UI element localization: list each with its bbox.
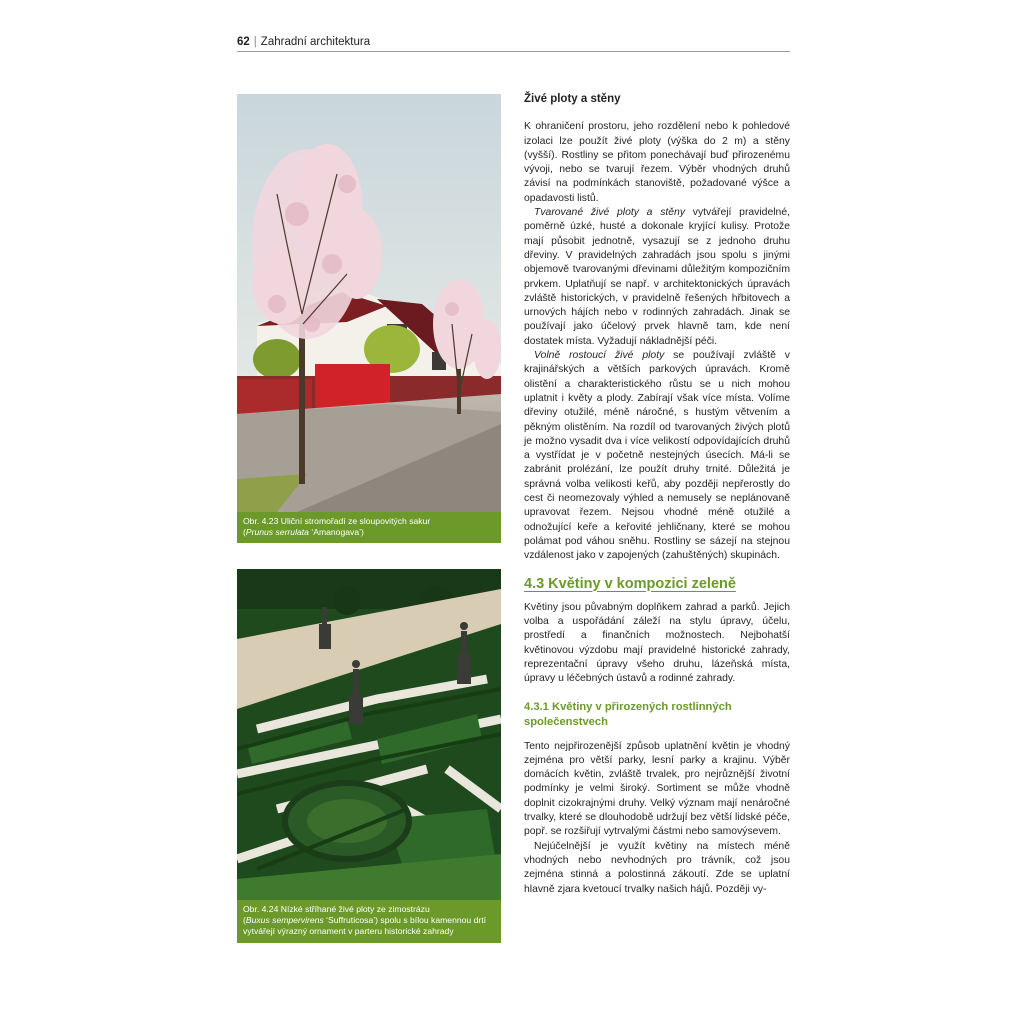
page-number: 62 (237, 36, 250, 48)
section-heading: 4.3 Květiny v kompozici zeleně (524, 575, 736, 592)
caption-text: Obr. 4.23 Uliční stromořadí ze sloupovitých sakur (243, 516, 431, 526)
emphasis-term: Volně rostoucí živé ploty (534, 350, 665, 362)
caption-cultivar: ‘Amanogava’ (311, 527, 362, 538)
photo-street-cherry-trees (237, 94, 501, 512)
text-column (524, 92, 790, 897)
figure-boxwood-parterre (237, 569, 501, 943)
paragraph-body: se používají zvláště v krajinářských a větších parkových úpravách. Kromě olistění a charakteristického růstu se u nich mohou uplatnit i květy a plody. Zabírají však více místa. Volíme dřeviny otužilé, méně náročné, s hustým větvením a pěkným olistěním. Na rozdíl od tvarovaných živých plotů je možno vysadit dva i více velikostí odpovídajících druhů a vystřídat je v početně nestejných úsecích. Má-li se zabránit prolézání, lze použít druhy trnité. Důležitá je správná volba velikosti keřů, aby později nepřerostly do cest či neomezovaly výhled a nemusely se neplánovaně upravovat řezem. Nejsou vhodné méně otužilé a odnožující keře a keřovité jehličnany, které se mohou polámat pod váhou sněhu. Rostliny se sázejí na stejnou vzdálenost jako v zapojených (zahuštěných) skupinách. (524, 350, 790, 562)
photo-boxwood-parterre (237, 569, 501, 900)
caption-latin-name: Buxus sempervirens (245, 915, 324, 926)
header-separator: | (253, 36, 257, 48)
paragraph (524, 206, 790, 349)
paragraph: Tento nejpřirozenější způsob uplatnění květin je vhodný zejména pro větší parky, lesní parky a krajinu. Výběr domácích květin, zvláště trvalek, pro nejrůznější životní podmínky je velmi široký. Sortiment se může vhodně doplnit cizokrajnými druhy. Velký význam mají nenáročné trvalky, které se dlouhodobě udržují bez větší lidské péče, popř. se rozšiřují vytrvalými částmi nebo samovýsevem. (524, 740, 790, 838)
caption-latin-name: Prunus serrulata (245, 527, 309, 538)
caption-text: Obr. 4.24 Nízké stříhané živé ploty ze zimostrázu (243, 904, 430, 914)
running-title: Zahradní architektura (260, 36, 371, 48)
figure-caption: Obr. 4.24 Nízké stříhané živé ploty ze zimostrázu (Buxus sempervirens ‘Suffruticosa’) spolu s bílou kamennou drtí vytvářejí výrazný ornament v parteru historické zahrady (237, 900, 501, 943)
header-rule (237, 51, 790, 52)
running-header (237, 36, 370, 48)
caption-suffix: ‘Suffruticosa’) spolu s bílou kamennou drtí vytvářejí výrazný ornament v parteru historické zahrady (243, 915, 486, 937)
subsection-heading: 4.3.1 Květiny v přirozených rostlinných společenstvech (524, 700, 732, 728)
emphasis-term: Tvarované živé ploty a stěny (534, 207, 686, 219)
figure-cherry-trees (237, 94, 501, 543)
figure-caption: Obr. 4.23 Uliční stromořadí ze sloupovitých sakur (Prunus serrulata ‘Amanogava’) (237, 512, 501, 543)
paragraph: Květiny jsou půvabným doplňkem zahrad a parků. Jejich volba a uspořádání záleží na stylu úpravy, účelu, prostředí a finančních možnostech. Nejbohatší květinovou výzdobu mají pravidelné historické zahrady, reprezentační úpravy všeho druhu, lázeňská místa, úpravy u léčebných ústavů a rodinné zahrady. (524, 601, 790, 685)
paragraph (524, 349, 790, 563)
paragraph: K ohraničení prostoru, jeho rozdělení nebo k pohledové izolaci lze použít živé ploty (výška do 2 m) a stěny (vyšší). Rostliny se přitom ponechávají buď přirozenému vývoji, nebo se tvarují řezem. Výběr vhodných druhů závisí na podmínkách stanoviště, požadované výšce a opadavosti listů. (524, 121, 790, 204)
subheading-hedges: Živé ploty a stěny (524, 93, 621, 105)
paragraph-body: vytvářejí pravidelné, poměrně úzké, husté a dokonale kryjící kulisy. Protože mají působit jednotně, vysazují se z jednoho druhu dřeviny. V pravidelných zahradách jsou spolu s jinými objemově tvarovanými dřevinami důležitým kompozičním prvkem. Uplatňují se např. v architektonických úpravách zvláště historických, v pravidelně řešených hřbitovech a urnových hájích nebo v rodinných zahradách. Jinak se používají jako účelový prvek hlavně tam, kde není dostatek místa. Vyžadují nákladnější péči. (524, 207, 790, 347)
paragraph: Nejúčelnější je využít květiny na místech méně vhodných nebo nevhodných pro trávník, což jsou zejména stinná a polostinná zákoutí. Zde se uplatní hlavně zjara kvetoucí trvalky našich hájů. Později vy- (524, 840, 790, 895)
